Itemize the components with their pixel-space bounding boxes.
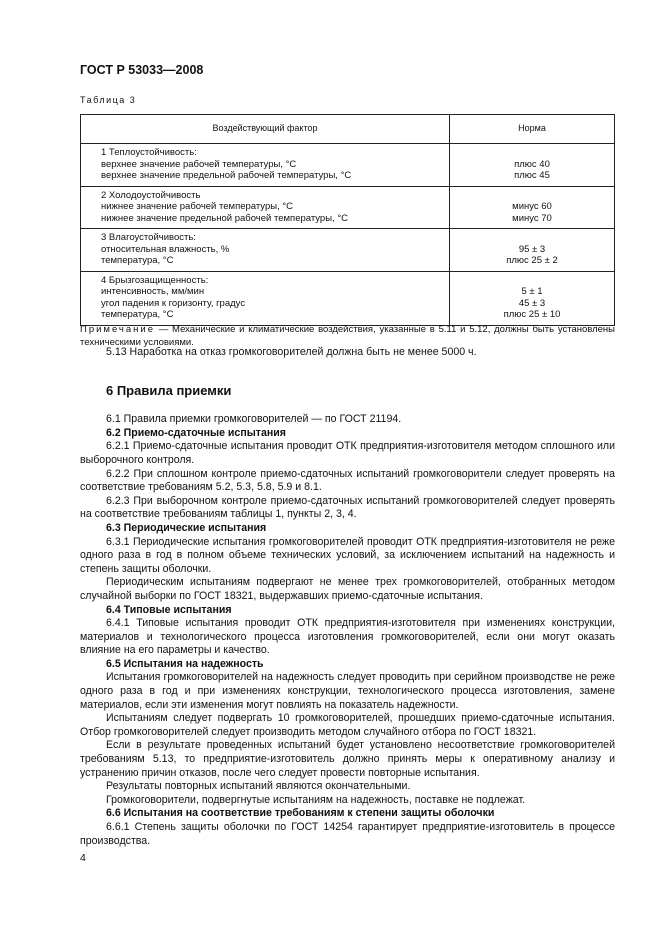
section-heading: 6 Правила приемки xyxy=(106,382,232,398)
factor-line: верхнее значение рабочей температуры, °С xyxy=(101,158,297,170)
norm-value: плюс 25 ± 10 xyxy=(503,309,561,320)
norm-cell xyxy=(450,271,615,325)
factor-cell xyxy=(81,186,450,229)
factor-cell xyxy=(81,144,450,187)
page-number: 4 xyxy=(80,852,86,864)
note-text: — Механические и климатические воздействия, указанные в 5.11 и 5.12, должны быть установлены техническими условиями. xyxy=(80,324,616,348)
factor-line: 2 Холодоустойчивость xyxy=(101,189,201,201)
norm-cell xyxy=(450,229,615,272)
norm-cell xyxy=(450,186,615,229)
table-row xyxy=(81,144,615,187)
subsection-heading: 6.2 Приемо-сдаточные испытания xyxy=(106,426,286,439)
subsection-heading: 6.6 Испытания на соответствие требованиям к степени защиты оболочки xyxy=(106,807,495,820)
norm-value: 5 ± 1 xyxy=(521,286,543,297)
document-id: ГОСТ Р 53033—2008 xyxy=(80,63,204,77)
norm-value: минус 60 xyxy=(512,201,552,212)
paragraph: Если в результате проведенных испытаний будет установлено несоответствие громкоговорителей требованиям 5.13, то предприятие-изготовитель должно принять меры к оперативному анализу и устранению причин отказов, после чего следует провести повторные испытания. xyxy=(80,739,615,779)
factor-line: 4 Брызгозащищенность: xyxy=(101,274,209,286)
factor-line: интенсивность, мм/мин xyxy=(101,286,205,297)
paragraph: Испытания громкоговорителей на надежность следует проводить при серийном производстве не реже одного раза в год и при изменениях конструкции, технологического процесса изготовления, замене материалов, если эти изменения могут повлиять на показатель надежности. xyxy=(80,671,615,711)
factor-line: температура, °С xyxy=(101,309,174,320)
paragraph: Громкоговорители, подвергнутые испытаниям на надежность, поставке не подлежат. xyxy=(106,793,526,806)
table-row xyxy=(81,271,615,325)
norm-value: 45 ± 3 xyxy=(518,297,546,309)
factor-line: относительная влажность, % xyxy=(101,243,230,255)
paragraph: 6.1 Правила приемки громкоговорителей — по ГОСТ 21194. xyxy=(106,413,402,426)
norm-value: плюс 25 ± 2 xyxy=(506,255,558,266)
subsection-heading: 6.4 Типовые испытания xyxy=(106,603,232,616)
norm-value: минус 70 xyxy=(512,212,552,224)
subsection-heading: 6.5 Испытания на надежность xyxy=(106,657,264,670)
paragraph: 5.13 Наработка на отказ громкоговорителей должна быть не менее 5000 ч. xyxy=(106,346,477,358)
paragraph: Периодическим испытаниям подвергают не менее трех громкоговорителей, отобранных методом случайной выборки по ГОСТ 18321, выдержавших приемо-сдаточные испытания. xyxy=(80,576,615,602)
paragraph: Испытаниям следует подвергать 10 громкоговорителей, прошедших приемо-сдаточные испытания. Отбор громкоговорителей следует производить методом случайного отбора по ГОСТ 18321. xyxy=(80,712,615,738)
paragraph: 6.2.2 При сплошном контроле приемо-сдаточных испытаний громкоговорители следует проверять на соответствие требованиям 5.2, 5.3, 5.8, 5.9 и 8.1. xyxy=(80,467,615,494)
factor-line: нижнее значение рабочей температуры, °С xyxy=(101,201,294,212)
paragraph: 6.2.3 При выборочном контроле приемо-сдаточных испытаний громкоговорителей следует проверять на соответствие требованиям таблицы 1, пункты 2, 3, 4. xyxy=(80,494,615,521)
factor-cell xyxy=(81,271,450,325)
factor-line: угол падения к горизонту, градус xyxy=(101,297,246,309)
norm-value: плюс 45 xyxy=(514,170,550,181)
norm-cell xyxy=(450,144,615,187)
column-header-norm: Норма xyxy=(450,115,615,144)
table-row xyxy=(81,186,615,229)
norm-value: плюс 40 xyxy=(514,158,550,170)
factor-line: 1 Теплоустойчивость: xyxy=(101,147,197,158)
document-body xyxy=(80,346,615,848)
factor-cell xyxy=(81,229,450,272)
factor-line: нижнее значение предельной рабочей температуры, °С xyxy=(101,212,348,224)
factor-line: температура, °С xyxy=(101,255,174,266)
column-header-factor: Воздействующий фактор xyxy=(81,115,450,144)
factor-line: 3 Влагоустойчивость: xyxy=(101,232,196,243)
paragraph: 6.3.1 Периодические испытания громкоговорителей проводит ОТК предприятия-изготовителя не реже одного раза в год в полном объеме технических условий, за исключением испытаний на надежность и степень защиты оболочки. xyxy=(80,535,615,575)
table-row xyxy=(81,229,615,272)
table-header-row xyxy=(81,115,615,144)
table-3 xyxy=(80,114,615,326)
paragraph: 6.2.1 Приемо-сдаточные испытания проводит ОТК предприятия-изготовителя методом сплошного или выборочного контроля. xyxy=(80,440,615,466)
note-label: Примечание xyxy=(80,324,155,335)
paragraph: 6.4.1 Типовые испытания проводит ОТК предприятия-изготовителя при изменениях конструкции, материалов и технологического процесса изготовления громкоговорителей, если они могут оказать влияние на его параметры и качество. xyxy=(80,617,615,657)
norm-value: 95 ± 3 xyxy=(518,243,546,255)
table-caption: Таблица 3 xyxy=(80,95,137,105)
paragraph: 6.6.1 Степень защиты оболочки по ГОСТ 14254 гарантирует предприятие-изготовитель в процессе производства. xyxy=(80,821,615,847)
paragraph: Результаты повторных испытаний являются окончательными. xyxy=(106,780,411,793)
factor-line: верхнее значение предельной рабочей температуры, °С xyxy=(101,170,352,181)
subsection-heading: 6.3 Периодические испытания xyxy=(106,521,267,534)
